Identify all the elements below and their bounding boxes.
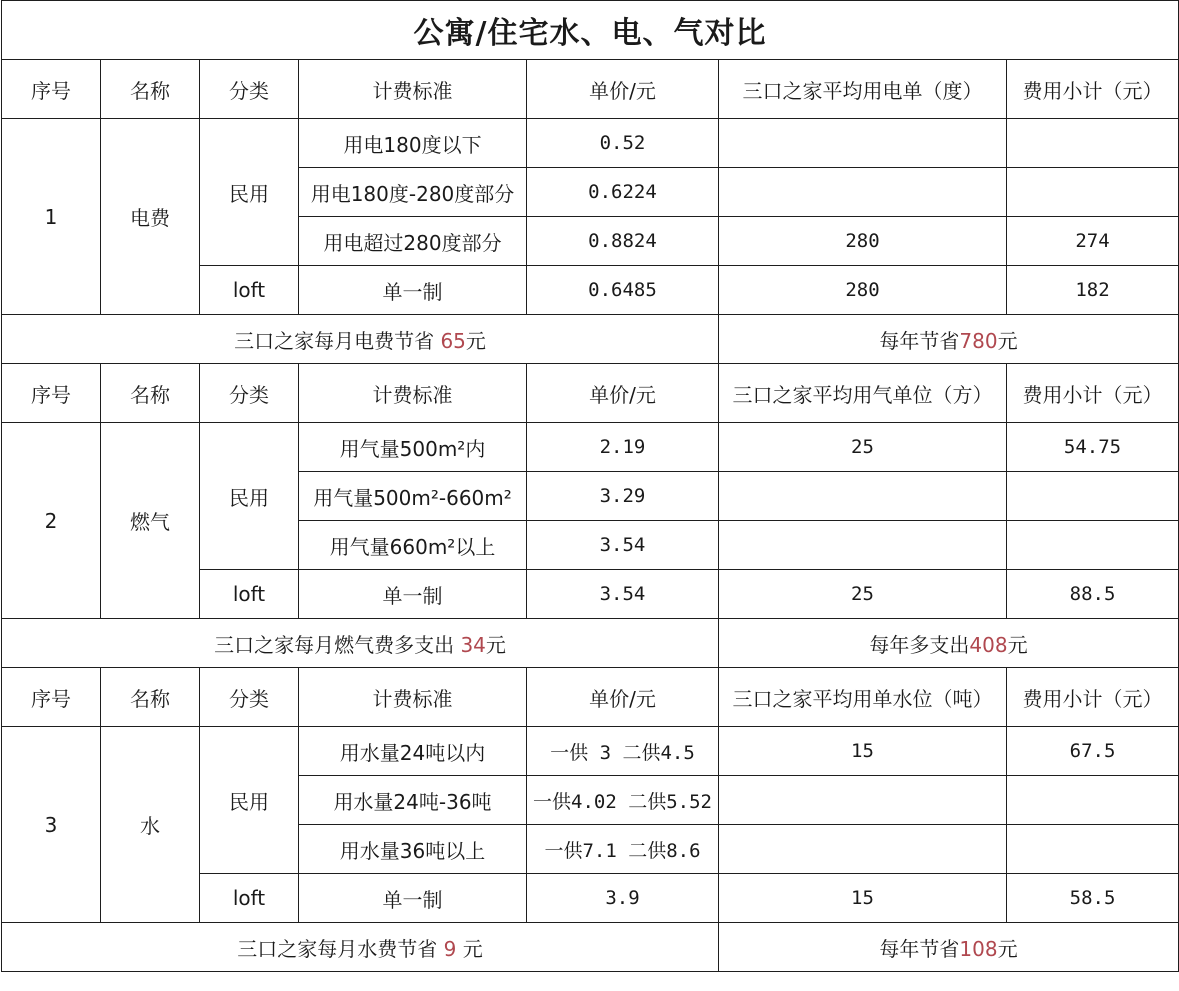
standard-cell: 用水量36吨以上 — [299, 825, 527, 874]
seq-cell: 3 — [2, 727, 101, 923]
yearly-summary — [719, 923, 1179, 972]
yearly-summary-suffix: 元 — [997, 936, 1018, 961]
usage-cell: 15 — [719, 727, 1007, 776]
yearly-summary — [719, 315, 1179, 364]
monthly-summary-suffix: 元 — [456, 936, 483, 961]
header-standard: 计费标准 — [299, 60, 527, 119]
price-cell: 3.9 — [527, 874, 719, 923]
table-row — [2, 423, 1179, 472]
subtotal-cell — [1007, 825, 1179, 874]
yearly-summary-suffix: 元 — [1007, 632, 1028, 657]
header-seq: 序号 — [2, 60, 101, 119]
comparison-table — [1, 0, 1179, 972]
yearly-summary-value: 780 — [959, 328, 998, 353]
subtotal-cell — [1007, 168, 1179, 217]
header-subtotal: 费用小计（元） — [1007, 668, 1179, 727]
standard-cell: 单一制 — [299, 874, 527, 923]
header-price: 单价/元 — [527, 60, 719, 119]
price-cell: 3.54 — [527, 521, 719, 570]
monthly-summary-value: 65 — [440, 328, 466, 353]
yearly-summary-value: 108 — [959, 936, 998, 961]
table-row — [2, 727, 1179, 776]
header-standard: 计费标准 — [299, 364, 527, 423]
summary-row — [2, 315, 1179, 364]
seq-cell: 2 — [2, 423, 101, 619]
subtotal-cell — [1007, 776, 1179, 825]
header-name: 名称 — [101, 668, 200, 727]
header-name: 名称 — [101, 364, 200, 423]
header-name: 名称 — [101, 60, 200, 119]
page-title: 公寓/住宅水、电、气对比 — [2, 1, 1179, 60]
category-residential: 民用 — [200, 423, 299, 570]
standard-cell: 用水量24吨-36吨 — [299, 776, 527, 825]
standard-cell: 用气量500m²内 — [299, 423, 527, 472]
monthly-summary-suffix: 元 — [465, 328, 486, 353]
standard-cell: 用气量660m²以上 — [299, 521, 527, 570]
standard-cell: 用电180度-280度部分 — [299, 168, 527, 217]
price-cell: 3.54 — [527, 570, 719, 619]
usage-cell: 280 — [719, 266, 1007, 315]
price-cell: 0.8824 — [527, 217, 719, 266]
subtotal-cell: 88.5 — [1007, 570, 1179, 619]
section-header-gas — [2, 364, 1179, 423]
price-cell: 一供4.02 二供5.52 — [527, 776, 719, 825]
yearly-summary — [719, 619, 1179, 668]
yearly-summary-prefix: 每年多支出 — [869, 632, 970, 657]
subtotal-cell: 58.5 — [1007, 874, 1179, 923]
header-subtotal: 费用小计（元） — [1007, 60, 1179, 119]
item-name-cell: 电费 — [101, 119, 200, 315]
yearly-summary-suffix: 元 — [997, 328, 1018, 353]
monthly-summary-suffix: 元 — [485, 632, 506, 657]
summary-row — [2, 619, 1179, 668]
subtotal-cell: 54.75 — [1007, 423, 1179, 472]
header-category: 分类 — [200, 60, 299, 119]
usage-cell — [719, 776, 1007, 825]
header-usage: 三口之家平均用气单位（方） — [719, 364, 1007, 423]
yearly-summary-prefix: 每年节省 — [879, 328, 960, 353]
subtotal-cell — [1007, 472, 1179, 521]
header-seq: 序号 — [2, 364, 101, 423]
monthly-summary — [2, 315, 719, 364]
header-price: 单价/元 — [527, 668, 719, 727]
monthly-summary-value: 34 — [460, 632, 486, 657]
section-header-water — [2, 668, 1179, 727]
category-loft: loft — [200, 266, 299, 315]
usage-cell: 25 — [719, 570, 1007, 619]
subtotal-cell — [1007, 119, 1179, 168]
monthly-summary — [2, 619, 719, 668]
usage-cell — [719, 521, 1007, 570]
price-cell: 0.6485 — [527, 266, 719, 315]
usage-cell: 280 — [719, 217, 1007, 266]
usage-cell — [719, 119, 1007, 168]
monthly-summary-value: 9 — [443, 936, 457, 961]
header-category: 分类 — [200, 364, 299, 423]
header-subtotal: 费用小计（元） — [1007, 364, 1179, 423]
usage-cell — [719, 472, 1007, 521]
standard-cell: 用气量500m²-660m² — [299, 472, 527, 521]
header-usage: 三口之家平均用电单（度） — [719, 60, 1007, 119]
header-category: 分类 — [200, 668, 299, 727]
monthly-summary-prefix: 三口之家每月水费节省 — [237, 936, 444, 961]
item-name-cell: 水 — [101, 727, 200, 923]
price-cell: 一供7.1 二供8.6 — [527, 825, 719, 874]
subtotal-cell — [1007, 521, 1179, 570]
table-row — [2, 119, 1179, 168]
header-usage: 三口之家平均用单水位（吨） — [719, 668, 1007, 727]
category-loft: loft — [200, 570, 299, 619]
price-cell: 2.19 — [527, 423, 719, 472]
standard-cell: 用电180度以下 — [299, 119, 527, 168]
subtotal-cell: 274 — [1007, 217, 1179, 266]
price-cell: 3.29 — [527, 472, 719, 521]
standard-cell: 用水量24吨以内 — [299, 727, 527, 776]
section-header-electricity — [2, 60, 1179, 119]
usage-cell: 15 — [719, 874, 1007, 923]
category-residential: 民用 — [200, 119, 299, 266]
monthly-summary-prefix: 三口之家每月电费节省 — [234, 328, 441, 353]
header-standard: 计费标准 — [299, 668, 527, 727]
category-residential: 民用 — [200, 727, 299, 874]
yearly-summary-value: 408 — [969, 632, 1008, 657]
usage-cell — [719, 168, 1007, 217]
standard-cell: 单一制 — [299, 266, 527, 315]
header-price: 单价/元 — [527, 364, 719, 423]
item-name-cell: 燃气 — [101, 423, 200, 619]
category-loft: loft — [200, 874, 299, 923]
subtotal-cell: 182 — [1007, 266, 1179, 315]
price-cell: 0.52 — [527, 119, 719, 168]
subtotal-cell: 67.5 — [1007, 727, 1179, 776]
standard-cell: 用电超过280度部分 — [299, 217, 527, 266]
monthly-summary — [2, 923, 719, 972]
header-seq: 序号 — [2, 668, 101, 727]
usage-cell: 25 — [719, 423, 1007, 472]
standard-cell: 单一制 — [299, 570, 527, 619]
price-cell: 一供 3 二供4.5 — [527, 727, 719, 776]
summary-row — [2, 923, 1179, 972]
usage-cell — [719, 825, 1007, 874]
price-cell: 0.6224 — [527, 168, 719, 217]
monthly-summary-prefix: 三口之家每月燃气费多支出 — [214, 632, 461, 657]
yearly-summary-prefix: 每年节省 — [879, 936, 960, 961]
seq-cell: 1 — [2, 119, 101, 315]
